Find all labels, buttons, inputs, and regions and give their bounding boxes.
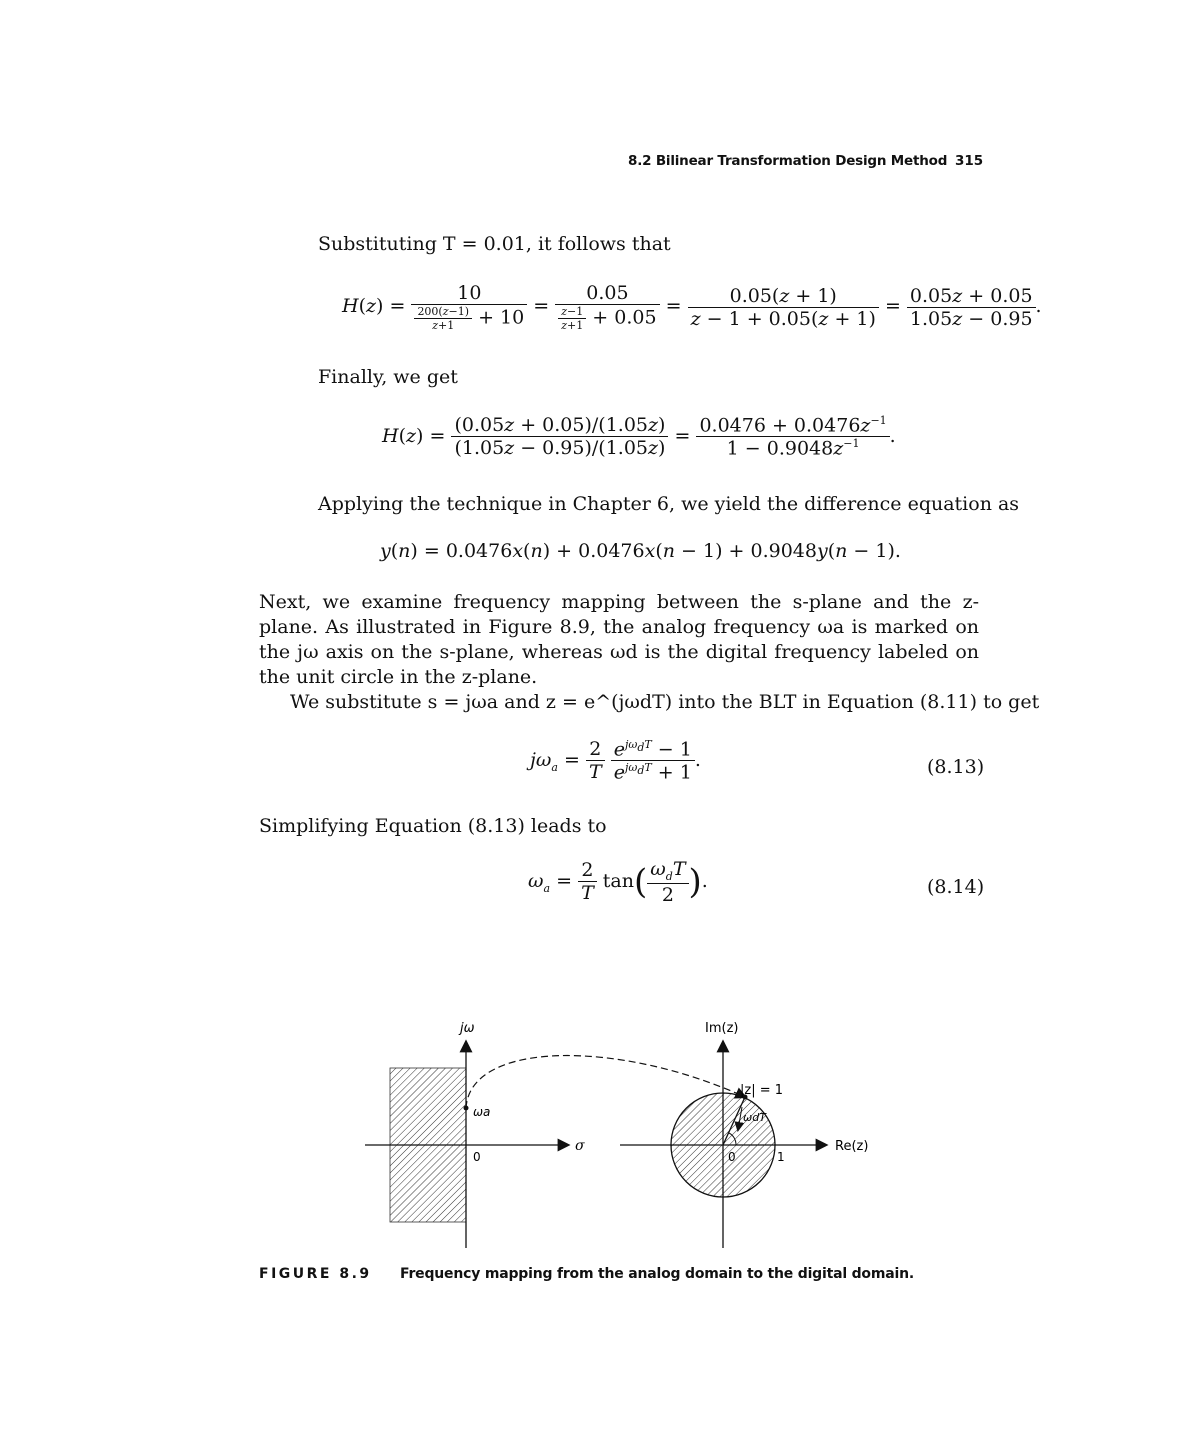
equation-number-8-13: (8.13) <box>927 756 985 778</box>
running-head: 8.2 Bilinear Transformation Design Method <box>628 153 948 169</box>
page-number: 315 <box>955 153 984 169</box>
paragraph-substituting: Substituting T = 0.01, it follows that <box>318 233 671 255</box>
z-plane-im-label: Im(z) <box>705 1021 739 1036</box>
unit-circle-label: |z| = 1 <box>740 1083 784 1098</box>
equation-difference: y(n) = 0.0476x(n) + 0.0476x(n − 1) + 0.9048y(n − 1). <box>380 540 901 562</box>
s-plane <box>365 1042 568 1248</box>
z-plane-unit-label: 1 <box>777 1150 785 1164</box>
z-plane-re-label: Re(z) <box>835 1139 869 1154</box>
figure-caption-label: FIGURE 8.9 <box>259 1266 372 1282</box>
paragraph-simplifying: Simplifying Equation (8.13) leads to <box>259 815 607 837</box>
figure-caption-text: Frequency mapping from the analog domain to the digital domain. <box>400 1266 914 1282</box>
s-plane-wa-label: ωa <box>473 1105 491 1119</box>
s-plane-origin-label: 0 <box>473 1150 481 1164</box>
paragraph-frequency-mapping: Next, we examine frequency mapping between the s-plane and the z-plane. As illustrated in Figure 8.9, the analog frequency ωa is marked on the jω axis on the s-plane, whereas ωd is the digital frequency labeled on the unit circle in the z-plane. <box>259 591 979 688</box>
equation-hz-expansion: H(z) = 10 $\frac{200(z-1)}{z+1}$ + 10 = 0.05 $\frac{z-1}{z+1}$ + 0.05 = $\frac{0.05(z + 1)}{z - 1 + 0.05(z + 1)}$ = $\frac{0.05z + 0.05}{1.05z - 0.95}$ . <box>342 282 1042 332</box>
paragraph-finally: Finally, we get <box>318 366 458 388</box>
equation-number-8-14: (8.14) <box>927 876 985 898</box>
equation-hz-final: H(z) = $\frac{(0.05z + 0.05)/(1.05z)}{(1.05z - 0.95)/(1.05z)}$ = $\frac{0.0476 + 0.0476z^{-1}}{1 - 0.9048z^{-1}}$ . <box>382 414 896 460</box>
s-plane-sigma-label: σ <box>575 1138 585 1154</box>
equation-8-14: $\omega_a$ = $\frac{2}{T}$ tan( $\frac{\omega_dT}{2}$ ). <box>528 858 708 906</box>
angle-label: ωdT <box>743 1111 766 1124</box>
z-plane <box>620 1042 826 1248</box>
z-plane-origin-label: 0 <box>728 1150 736 1164</box>
paragraph-substitute: We substitute s = jωa and z = e^(jωdT) into the BLT in Equation (8.11) to get <box>290 691 1040 713</box>
s-plane-jw-label: jω <box>460 1021 475 1036</box>
equation-8-13: $j\omega_a$ = $\frac{2}{T}$ $\frac{e^{j\omega_dT} - 1}{e^{j\omega_dT} + 1}$ . <box>530 738 701 784</box>
paragraph-applying: Applying the technique in Chapter 6, we yield the difference equation as <box>318 493 1020 515</box>
